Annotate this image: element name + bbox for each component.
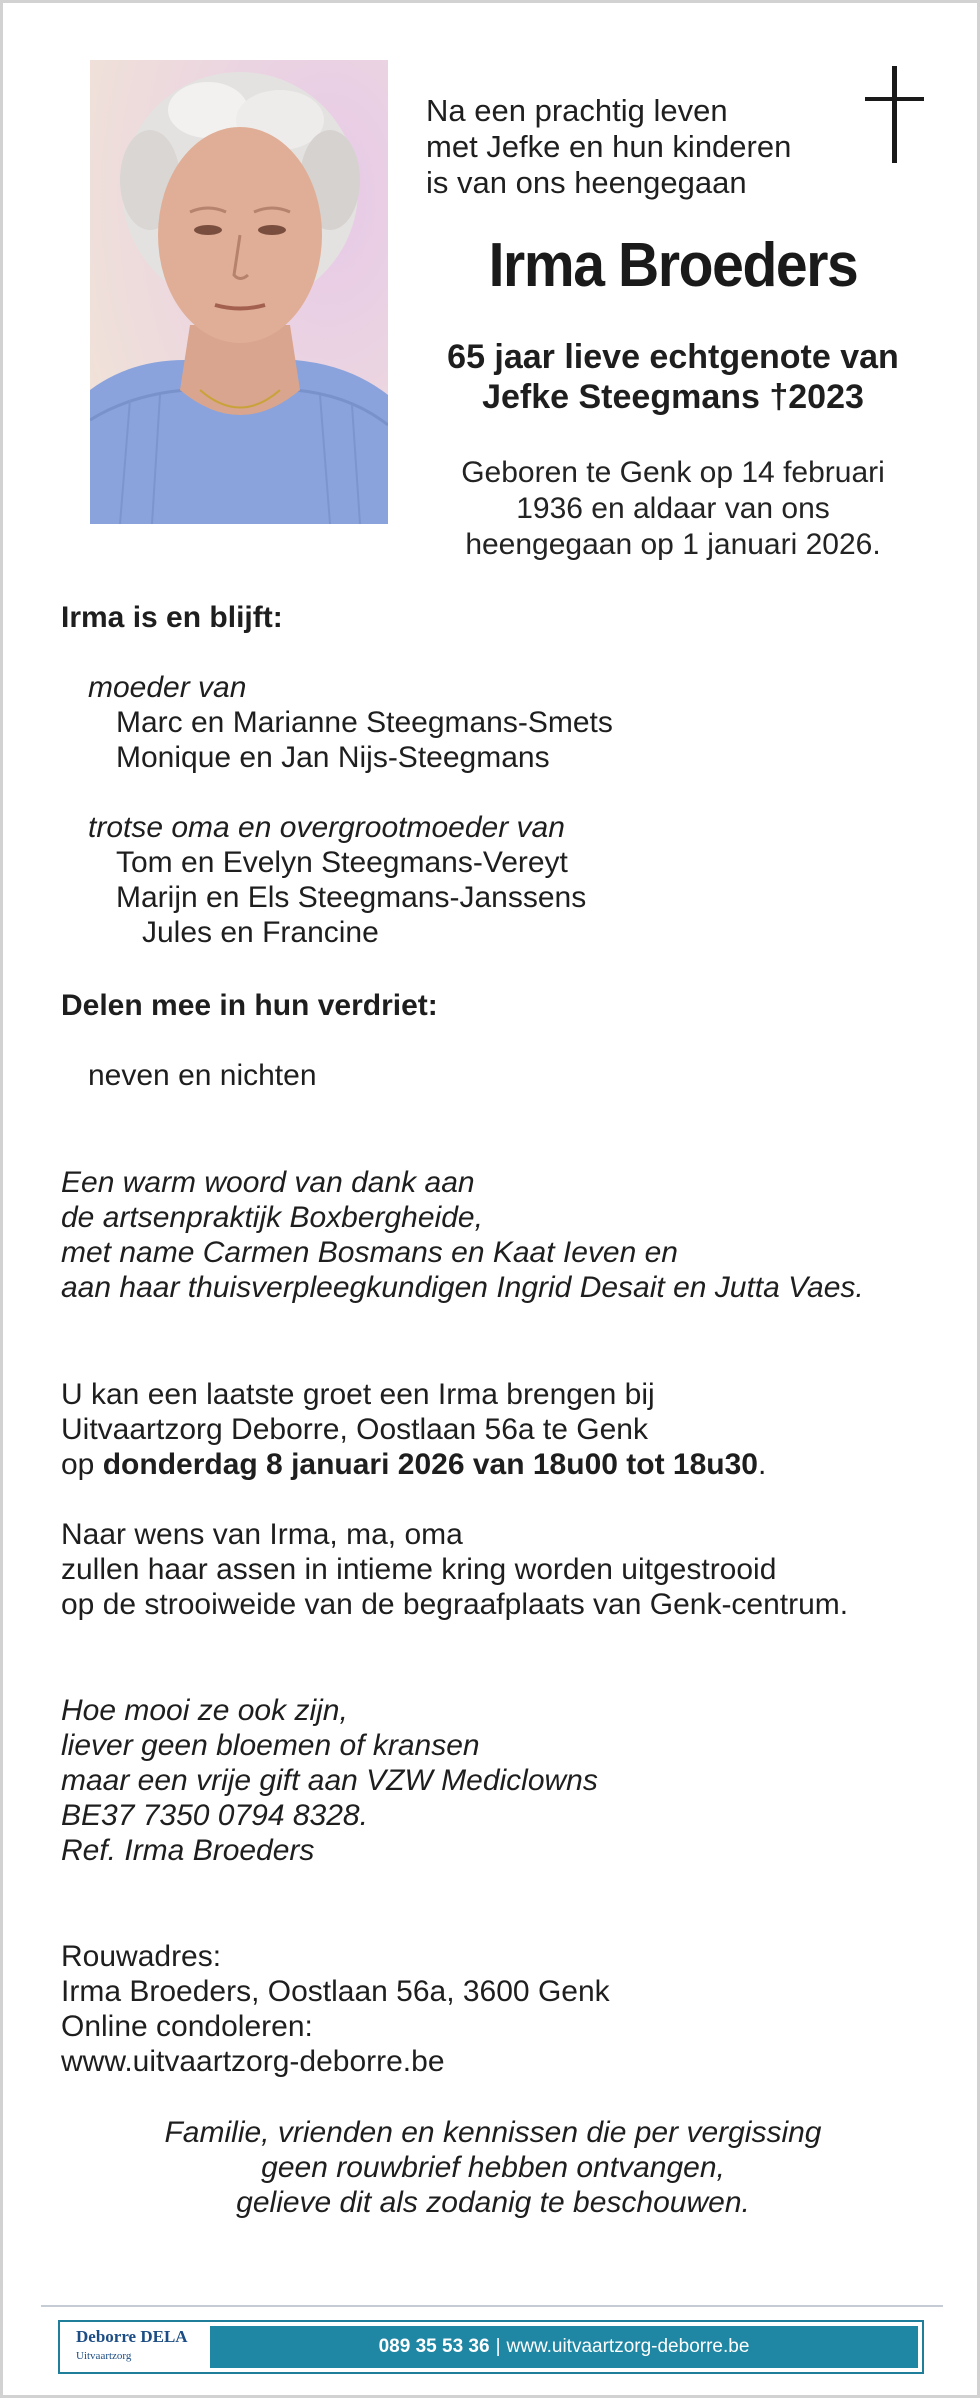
flowers-line: Ref. Irma Broeders bbox=[61, 1834, 315, 1867]
born-line: heengegaan op 1 januari 2026. bbox=[465, 528, 881, 561]
spouse-text bbox=[393, 337, 953, 417]
birth-death-text bbox=[393, 455, 953, 563]
intro-text bbox=[426, 93, 791, 201]
funeral-home-logo-subtitle: Uitvaartzorg bbox=[76, 2350, 132, 2362]
flowers-line: BE37 7350 0794 8328. bbox=[61, 1799, 368, 1832]
address-section bbox=[61, 1939, 610, 2079]
funeral-home-footer bbox=[58, 2320, 924, 2374]
closing-note bbox=[63, 2115, 923, 2220]
spouse-line: Jefke Steegmans †2023 bbox=[482, 378, 864, 416]
born-line: Geboren te Genk op 14 februari bbox=[461, 456, 885, 489]
wish-line: zullen haar assen in intieme kring worden uitgestrooid bbox=[61, 1553, 777, 1586]
footer-website-link[interactable]: www.uitvaartzorg-deborre.be bbox=[506, 2336, 750, 2357]
footer-contact-bar bbox=[210, 2326, 918, 2368]
footer-separator: | bbox=[495, 2336, 501, 2357]
closing-line: geen rouwbrief hebben ontvangen, bbox=[261, 2151, 725, 2184]
cross-icon bbox=[865, 66, 925, 166]
footer-phone[interactable]: 089 35 53 36 bbox=[378, 2336, 490, 2357]
footer-divider bbox=[41, 2305, 943, 2307]
address-line: Online condoleren: bbox=[61, 2010, 313, 2043]
grandchild-entry: Tom en Evelyn Steegmans-Vereyt bbox=[116, 846, 568, 879]
family-heading: Irma is en blijft: bbox=[61, 601, 283, 634]
visit-date: donderdag 8 januari 2026 van 18u00 tot 18u30 bbox=[102, 1448, 758, 1481]
visit-suffix: . bbox=[757, 1448, 767, 1481]
visit-line: Uitvaartzorg Deborre, Oostlaan 56a te Genk bbox=[61, 1413, 648, 1446]
visit-section bbox=[61, 1377, 766, 1482]
flowers-line: Hoe mooi ze ook zijn, bbox=[61, 1694, 348, 1727]
wish-line: op de strooiweide van de begraafplaats van Genk-centrum. bbox=[61, 1588, 849, 1621]
flowers-line: liever geen bloemen of kransen bbox=[61, 1729, 480, 1762]
share-text: neven en nichten bbox=[88, 1059, 317, 1092]
spouse-line: 65 jaar lieve echtgenote van bbox=[447, 338, 899, 376]
thanks-line: de artsenpraktijk Boxbergheide, bbox=[61, 1201, 483, 1234]
funeral-home-logo: Deborre DELA bbox=[76, 2327, 188, 2346]
share-section bbox=[61, 988, 438, 1093]
thanks-line: Een warm woord van dank aan bbox=[61, 1166, 475, 1199]
condolence-link[interactable]: www.uitvaartzorg-deborre.be bbox=[61, 2045, 445, 2078]
great-grandchild-entry: Jules en Francine bbox=[142, 916, 379, 949]
intro-line: is van ons heengegaan bbox=[426, 165, 747, 200]
born-line: 1936 en aldaar van ons bbox=[516, 492, 830, 525]
closing-line: gelieve dit als zodanig te beschouwen. bbox=[236, 2186, 750, 2219]
wish-section bbox=[61, 1517, 848, 1622]
address-line: Irma Broeders, Oostlaan 56a, 3600 Genk bbox=[61, 1975, 610, 2008]
visit-line-date bbox=[61, 1447, 766, 1482]
portrait-photo bbox=[90, 60, 388, 524]
mother-label: moeder van bbox=[88, 671, 247, 704]
child-entry: Marc en Marianne Steegmans-Smets bbox=[116, 706, 613, 739]
wish-line: Naar wens van Irma, ma, oma bbox=[61, 1518, 463, 1551]
child-entry: Monique en Jan Nijs-Steegmans bbox=[116, 741, 550, 774]
grandchild-entry: Marijn en Els Steegmans-Janssens bbox=[116, 881, 587, 914]
grandma-label: trotse oma en overgrootmoeder van bbox=[88, 811, 565, 844]
address-line: Rouwadres: bbox=[61, 1940, 222, 1973]
visit-prefix: op bbox=[61, 1448, 103, 1481]
visit-line: U kan een laatste groet een Irma brengen bij bbox=[61, 1378, 655, 1411]
intro-line: met Jefke en hun kinderen bbox=[426, 129, 792, 164]
intro-line: Na een prachtig leven bbox=[426, 93, 728, 128]
thanks-line: met name Carmen Bosmans en Kaat Ieven en bbox=[61, 1236, 678, 1269]
closing-line: Familie, vrienden en kennissen die per vergissing bbox=[164, 2116, 822, 2149]
family-section bbox=[61, 600, 613, 950]
share-heading: Delen mee in hun verdriet: bbox=[61, 989, 438, 1022]
thanks-line: aan haar thuisverpleegkundigen Ingrid Desait en Jutta Vaes. bbox=[61, 1271, 864, 1304]
flowers-section bbox=[61, 1693, 598, 1868]
thanks-section bbox=[61, 1165, 864, 1305]
deceased-name: Irma Broeders bbox=[488, 231, 858, 300]
flowers-line: maar een vrije gift aan VZW Mediclowns bbox=[61, 1764, 598, 1797]
